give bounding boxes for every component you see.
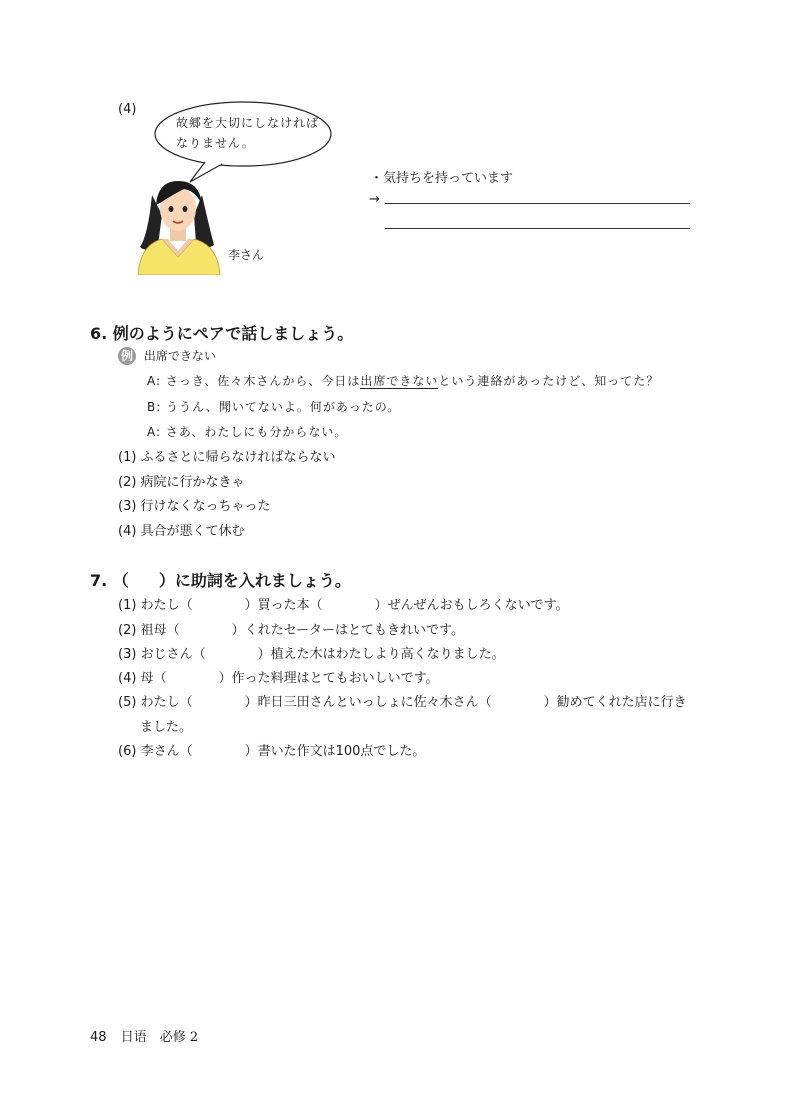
bubble-text-line1: 故郷を大切にしなければ bbox=[176, 116, 320, 130]
dialogue-text: さっき、佐々木さんから、今日は bbox=[165, 374, 361, 388]
section6-number: 6. bbox=[90, 324, 108, 343]
exercise-item bbox=[118, 740, 425, 759]
speaker-label: A: bbox=[147, 374, 162, 388]
exercise-text: わたし（ ）昨日三田さんといっしょに佐々木さん（ ）勧めてくれた店に行き bbox=[140, 695, 687, 710]
dialogue-line bbox=[147, 398, 400, 415]
exercise-number: (2) bbox=[118, 623, 137, 638]
exercise-text: わたし（ ）買った本（ ）ぜんぜんおもしろくないです。 bbox=[140, 598, 569, 613]
section6-heading bbox=[90, 321, 353, 344]
exercise-text: 母（ ）作った料理はとてもおいしいです。 bbox=[140, 671, 439, 686]
exercise-continuation bbox=[140, 716, 192, 735]
list-item: (3) 行けなくなっちゃった bbox=[118, 499, 271, 514]
exercise-text: おじさん（ ）植えた木はわたしより高くなりました。 bbox=[140, 647, 505, 662]
feeling-prompt: ・気持ちを持っています bbox=[370, 171, 514, 186]
speaker-label: A: bbox=[147, 425, 162, 439]
section7-number: 7. bbox=[90, 571, 108, 590]
example-badge: 例 bbox=[118, 347, 136, 365]
page-footer bbox=[90, 1026, 198, 1045]
dialogue-underlined: 出席できない bbox=[360, 374, 439, 388]
section7-title-open: （ bbox=[112, 571, 129, 590]
example-prompt: 出席できない bbox=[143, 349, 216, 363]
exercise-number: (3) bbox=[118, 647, 137, 662]
book-title: 日语 必修 2 bbox=[120, 1030, 199, 1045]
item-label-4: (4) bbox=[118, 102, 137, 117]
dialogue-line bbox=[147, 372, 659, 389]
girl-illustration bbox=[132, 175, 224, 275]
person-name-label: 李さん bbox=[228, 248, 265, 262]
list-item: (4) 具合が悪くて休む bbox=[118, 524, 245, 539]
exercise-text: 李さん（ ）書いた作文は100点でした。 bbox=[140, 744, 426, 759]
example-row bbox=[118, 347, 216, 365]
exercise-number: (4) bbox=[118, 671, 137, 686]
exercise-text: ました。 bbox=[140, 720, 193, 735]
page-number: 48 bbox=[90, 1030, 107, 1045]
exercise-number: (6) bbox=[118, 744, 137, 759]
exercise-text: 祖母（ ）くれたセーターはとてもきれいです。 bbox=[140, 623, 465, 638]
arrow-mark: → bbox=[369, 192, 380, 207]
exercise-item bbox=[118, 643, 505, 662]
exercise-item bbox=[118, 667, 439, 686]
bubble-text-line2: なりません。 bbox=[176, 136, 255, 150]
dialogue-text: さあ、わたしにも分からない。 bbox=[165, 425, 348, 439]
speaker-label: B: bbox=[147, 400, 162, 414]
exercise-item bbox=[118, 594, 569, 613]
section7-title: ）に助詞を入れましょう。 bbox=[158, 571, 351, 590]
answer-line-2[interactable] bbox=[385, 228, 690, 229]
section7-heading bbox=[90, 568, 351, 591]
exercise-number: (5) bbox=[118, 695, 137, 710]
section6-title: 例のようにペアで話しましょう。 bbox=[112, 324, 354, 343]
list-item: (1) ふるさとに帰らなければならない bbox=[118, 450, 336, 465]
dialogue-text: ううん、聞いてないよ。何があったの。 bbox=[166, 400, 401, 414]
dialogue-line bbox=[147, 423, 347, 440]
list-item: (2) 病院に行かなきゃ bbox=[118, 475, 245, 490]
answer-line-1[interactable] bbox=[385, 203, 690, 204]
dialogue-text: という連絡があったけど、知ってた？ bbox=[438, 374, 660, 388]
exercise-number: (1) bbox=[118, 598, 137, 613]
exercise-item bbox=[118, 619, 464, 638]
exercise-item bbox=[118, 691, 687, 710]
